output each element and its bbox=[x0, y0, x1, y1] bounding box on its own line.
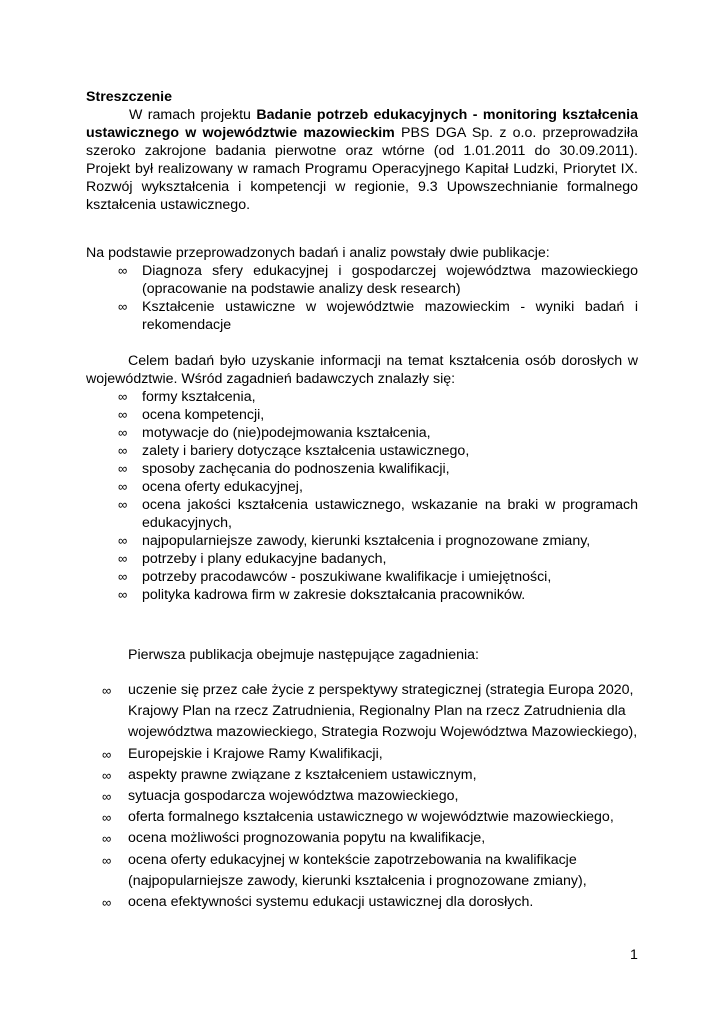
list-item: ∞ uczenie się przez całe życie z perspektywy strategicznej (strategia Europa 2020, Krajowy Plan na rzecz Zatrudnienia, Regionalny Plan na rzecz Zatrudnienia dla województwa mazowieckiego, Strategia Rozwoju Województwa Mazowieckiego), bbox=[102, 682, 638, 741]
list-item: ∞ potrzeby pracodawców - poszukiwane kwalifikacje i umiejętności, bbox=[118, 569, 552, 585]
list-item: ∞ ocena oferty edukacyjnej w kontekście zapotrzebowania na kwalifikacje (najpopularniejsze zawody, kierunki kształcenia i prognozowane zmiany), bbox=[102, 851, 587, 889]
list-item: ∞ zalety i bariery dotyczące kształcenia ustawicznego, bbox=[118, 443, 470, 459]
infinity-bullet-icon: ∞ bbox=[118, 407, 128, 422]
publications-lead: Na podstawie przeprowadzonych badań i analiz powstały dwie publikacje: bbox=[86, 245, 550, 261]
list-item: ∞ Diagnoza sfery edukacyjnej i gospodarczej województwa mazowieckiego (opracowanie na podstawie analizy desk research) bbox=[118, 263, 638, 297]
summary-intro-start: W ramach projektu bbox=[129, 107, 257, 123]
infinity-bullet-icon: ∞ bbox=[118, 479, 128, 494]
list-item: ∞ ocena oferty edukacyjnej, bbox=[118, 479, 303, 495]
list-item: ∞ Europejskie i Krajowe Ramy Kwalifikacji, bbox=[86, 744, 638, 765]
infinity-bullet-icon: ∞ bbox=[118, 533, 128, 548]
goals-section bbox=[86, 352, 638, 604]
list-item: ∞ polityka kadrowa firm w zakresie dokształcania pracowników. bbox=[118, 587, 526, 603]
first-publication-lead: Pierwsza publikacja obejmuje następujące zagadnienia: bbox=[128, 647, 479, 663]
publications-section bbox=[86, 244, 638, 334]
infinity-bullet-icon: ∞ bbox=[118, 461, 128, 476]
goals-list bbox=[86, 388, 638, 604]
infinity-bullet-icon: ∞ bbox=[102, 789, 112, 805]
infinity-bullet-icon: ∞ bbox=[102, 746, 112, 762]
summary-heading: Streszczenie bbox=[86, 89, 172, 105]
infinity-bullet-icon: ∞ bbox=[118, 551, 128, 566]
list-item: ∞ ocena kompetencji, bbox=[118, 407, 265, 423]
list-item: ∞ aspekty prawne związane z kształceniem ustawicznym, bbox=[86, 765, 638, 786]
goals-lead: Celem badań było uzyskanie informacji na temat kształcenia osób dorosłych w województwie. Wśród zagadnień badawczych znalazły się: bbox=[86, 353, 638, 387]
list-item: ∞ motywacje do (nie)podejmowania kształcenia, bbox=[118, 425, 431, 441]
first-publication-list bbox=[86, 680, 638, 913]
list-item: ∞ najpopularniejsze zawody, kierunki kształcenia i prognozowane zmiany, bbox=[118, 533, 591, 549]
infinity-bullet-icon: ∞ bbox=[102, 810, 112, 826]
infinity-bullet-icon: ∞ bbox=[118, 443, 128, 458]
infinity-bullet-icon: ∞ bbox=[118, 587, 128, 602]
infinity-bullet-icon: ∞ bbox=[118, 497, 128, 512]
project-name: Badanie potrzeb edukacyjnych - monitoring kształcenia ustawicznego w województwie mazowieckim bbox=[86, 107, 639, 141]
page-number: 1 bbox=[630, 947, 638, 963]
infinity-bullet-icon: ∞ bbox=[102, 683, 112, 698]
list-item: ∞ Kształcenie ustawiczne w województwie mazowieckim - wyniki badań i rekomendacje bbox=[118, 299, 638, 333]
list-item: ∞ ocena jakości kształcenia ustawicznego, wskazanie na braki w programach edukacyjnych, bbox=[118, 497, 638, 531]
summary-intro-rest: PBS DGA Sp. z o.o. przeprowadziła szeroko zakrojone badania pierwotne oraz wtórne (od 1.01.2011 do 30.09.2011). Projekt był realizowany w ramach Programu Operacyjnego Kapitał Ludzki, Priorytet IX. Rozwój wykształcenia i kompetencji w regionie, 9.3 Upowszechnianie formalnego kształcenia ustawicznego. bbox=[86, 125, 638, 213]
first-publication-section bbox=[86, 646, 638, 664]
infinity-bullet-icon: ∞ bbox=[102, 852, 112, 868]
list-item: ∞ ocena możliwości prognozowania popytu na kwalifikacje, bbox=[86, 828, 638, 849]
infinity-bullet-icon: ∞ bbox=[118, 569, 128, 584]
summary-paragraph bbox=[86, 106, 638, 214]
list-item: ∞ formy kształcenia, bbox=[118, 389, 256, 405]
infinity-bullet-icon: ∞ bbox=[118, 425, 128, 440]
list-item: ∞ oferta formalnego kształcenia ustawicznego w województwie mazowieckiego, bbox=[86, 807, 638, 828]
list-item: ∞ sytuacja gospodarcza województwa mazowieckiego, bbox=[86, 786, 638, 807]
list-item: ∞ sposoby zachęcania do podnoszenia kwalifikacji, bbox=[118, 461, 450, 477]
infinity-bullet-icon: ∞ bbox=[118, 299, 128, 314]
summary-section bbox=[86, 88, 638, 214]
infinity-bullet-icon: ∞ bbox=[102, 895, 112, 911]
publications-list bbox=[86, 262, 638, 334]
first-publication-list-wrap bbox=[86, 680, 638, 913]
list-item: ∞ potrzeby i plany edukacyjne badanych, bbox=[118, 551, 387, 567]
list-item: ∞ ocena efektywności systemu edukacji ustawicznej dla dorosłych. bbox=[86, 892, 638, 913]
infinity-bullet-icon: ∞ bbox=[102, 767, 112, 783]
infinity-bullet-icon: ∞ bbox=[118, 389, 128, 404]
infinity-bullet-icon: ∞ bbox=[118, 263, 128, 278]
infinity-bullet-icon: ∞ bbox=[102, 831, 112, 847]
